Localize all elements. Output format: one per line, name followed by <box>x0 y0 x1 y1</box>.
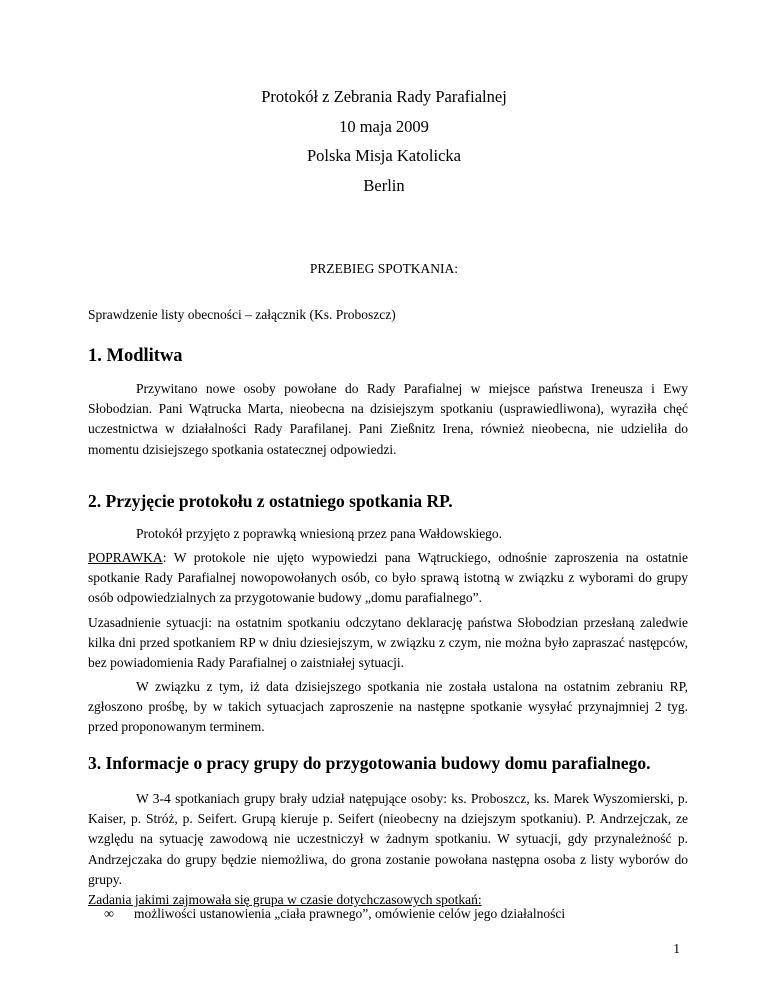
list-item <box>104 904 565 925</box>
section-2-acceptance: Protokół przyjęto z poprawką wniesioną przez pana Wałdowskiego. <box>136 526 503 541</box>
header-city: Berlin <box>363 175 405 195</box>
meeting-heading: PRZEBIEG SPOTKANIA: <box>309 261 459 276</box>
document-header <box>0 82 768 200</box>
section-3-text: W 3-4 spotkaniach grupy brały udział natępujące osoby: ks. Proboszcz, ks. Marek Wyszomierski, p. Kaiser, p. Stróż, p. Seifert. Grupą kieruje p. Seifert (nieobecny na dziejszym spotkaniu). P. Andrzejczak, ze względu na sytuację zawodową nie uczestniczył w żadnym spotkaniu. W sytuacji, gdy przynależność p. Andrzejczaka do grupy będzie niemożliwa, do grona zostanie powołana następna osoba z listy wyborów do grupy. <box>88 791 688 887</box>
section-2-request: W związku z tym, iż data dzisiejszego spotkania nie została ustalona na ostatnim zebraniu RP, zgłoszono prośbę, by w takich sytuacjach zaproszenie na następne spotkanie wysyłać przynajmniej 2 tyg. przed proponowanym terminem. <box>88 679 688 735</box>
section-1-text: Przywitano nowe osoby powołane do Rady Parafialnej w miejsce państwa Ireneusza i Ewy Słobodzian. Pani Wątrucka Marta, nieobecna na dzisiejszym spotkaniu (usprawiedliwona), wyraziła chęć uczestnictwa w działalności Rady Parafilanej. Pani Zießnitz Irena, również nieobecna, nie udzieliła do momentu dzisiejszego spotkania ostatecznej odpowiedzi. <box>88 381 688 457</box>
section-1-heading: 1. Modlitwa <box>88 346 183 366</box>
section-3-body <box>88 789 688 910</box>
correction-label: POPRAWKA <box>88 550 163 565</box>
header-organization: Polska Misja Katolicka <box>307 146 461 165</box>
section-2-heading: 2. Przyjęcie protokołu z ostatniego spotkania RP. <box>88 491 453 511</box>
list-item-text: możliwości ustanowienia „ciała prawnego”, omówienie celów jego działalności <box>134 906 566 921</box>
infinity-bullet-icon: ∞ <box>104 907 114 922</box>
page-number: 1 <box>673 941 680 956</box>
section-2-justification: Uzasadnienie sytuacji: na ostatnim spotkaniu odczytano deklarację państwa Słobodzian przesłaną zaledwie kilka dni przed spotkaniem RP w dniu dziesiejszym, w związku z czym, nie można było zapraszać następców, bez powiadomienia Rady Parafialnej o zaistniałej sytuacji. <box>88 615 688 671</box>
correction-text: : W protokole nie ujęto wypowiedzi pana Wątruckiego, odnośnie zaproszenia na ostatnie spotkanie Rady Parafialnej nowopowołanych osób, co było sprawą istotną w związku z wyborami do grupy osób odpowiedzialnych za przygotowanie budowy „domu parafialnego”. <box>88 550 688 606</box>
section-3-heading: 3. Informacje o pracy grupy do przygotowania budowy domu parafialnego. <box>88 753 651 773</box>
section-3-tasks-heading: Zadania jakimi zajmowała się grupa w czasie dotychczasowych spotkań: <box>88 892 482 908</box>
attendance-line: Sprawdzenie listy obecności – załącznik (Ks. Proboszcz) <box>88 307 396 322</box>
header-title: Protokół z Zebrania Rady Parafialnej <box>261 87 507 106</box>
header-date: 10 maja 2009 <box>339 116 429 136</box>
section-2-correction <box>88 548 688 609</box>
